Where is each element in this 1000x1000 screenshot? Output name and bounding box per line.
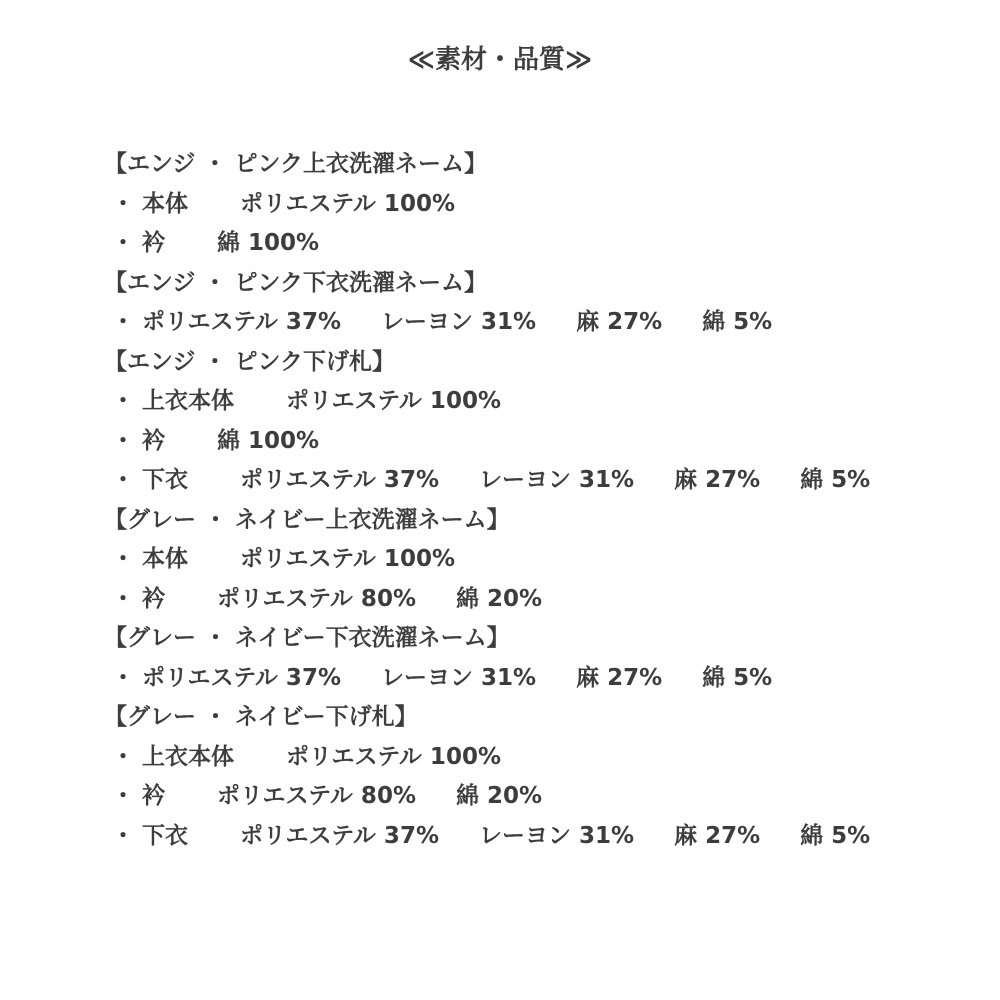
bullet: ・ [111, 309, 135, 336]
page-title: ≪素材・品質≫ [407, 45, 593, 75]
material-composition: ポリエステル 37% [240, 822, 439, 849]
material-composition: レーヨン 31% [381, 309, 537, 336]
material-item [104, 577, 984, 617]
material-composition: ポリエステル 37% [142, 309, 341, 336]
material-composition: 綿 100% [217, 230, 320, 257]
part-name: 衿 [142, 230, 165, 257]
material-composition: ポリエステル 37% [142, 664, 341, 691]
bullet: ・ [111, 230, 135, 257]
material-composition: 綿 20% [456, 783, 543, 810]
part-name: 上衣本体 [142, 388, 234, 415]
bullet: ・ [111, 783, 135, 810]
material-item [104, 419, 984, 459]
section-heading: 【グレー ・ ネイビー下衣洗濯ネーム】 [104, 625, 510, 652]
material-composition: ポリエステル 100% [240, 546, 455, 573]
material-item [104, 656, 984, 696]
part-name: 衿 [142, 585, 165, 612]
material-item [104, 774, 984, 814]
material-composition: レーヨン 31% [479, 467, 635, 494]
section-heading: 【グレー ・ ネイビー下げ札】 [104, 704, 418, 731]
bullet: ・ [111, 467, 135, 494]
bullet: ・ [111, 388, 135, 415]
material-composition: 麻 27% [674, 822, 761, 849]
material-item [104, 537, 984, 577]
part-name: 本体 [142, 546, 188, 573]
material-composition: 麻 27% [576, 309, 663, 336]
material-composition: 綿 100% [217, 427, 320, 454]
material-composition: 綿 5% [800, 467, 871, 494]
material-item [104, 379, 984, 419]
part-name: 本体 [142, 190, 188, 217]
bullet: ・ [111, 585, 135, 612]
material-item [104, 458, 984, 498]
bullet: ・ [111, 190, 135, 217]
material-item [104, 221, 984, 261]
section-heading: 【エンジ ・ ピンク下衣洗濯ネーム】 [104, 269, 487, 296]
section-heading: 【エンジ ・ ピンク上衣洗濯ネーム】 [104, 151, 487, 178]
part-name: 衿 [142, 783, 165, 810]
bullet: ・ [111, 743, 135, 770]
bullet: ・ [111, 822, 135, 849]
material-composition: 綿 5% [800, 822, 871, 849]
part-name: 下衣 [142, 467, 188, 494]
material-composition: 麻 27% [674, 467, 761, 494]
material-composition: レーヨン 31% [381, 664, 537, 691]
material-composition: ポリエステル 80% [217, 585, 416, 612]
material-composition: ポリエステル 100% [286, 388, 501, 415]
material-composition: 麻 27% [576, 664, 663, 691]
bullet: ・ [111, 546, 135, 573]
bullet: ・ [111, 664, 135, 691]
material-quality-list [104, 142, 984, 853]
material-composition: ポリエステル 100% [240, 190, 455, 217]
material-composition: ポリエステル 37% [240, 467, 439, 494]
material-composition: 綿 5% [702, 664, 773, 691]
material-composition: ポリエステル 80% [217, 783, 416, 810]
material-composition: 綿 20% [456, 585, 543, 612]
section-heading: 【グレー ・ ネイビー上衣洗濯ネーム】 [104, 506, 510, 533]
bullet: ・ [111, 427, 135, 454]
part-name: 衿 [142, 427, 165, 454]
part-name: 下衣 [142, 822, 188, 849]
section-heading: 【エンジ ・ ピンク下げ札】 [104, 348, 395, 375]
material-composition: ポリエステル 100% [286, 743, 501, 770]
material-item [104, 182, 984, 222]
material-composition: 綿 5% [702, 309, 773, 336]
material-composition: レーヨン 31% [479, 822, 635, 849]
part-name: 上衣本体 [142, 743, 234, 770]
material-item [104, 300, 984, 340]
material-item [104, 735, 984, 775]
material-item [104, 814, 984, 854]
